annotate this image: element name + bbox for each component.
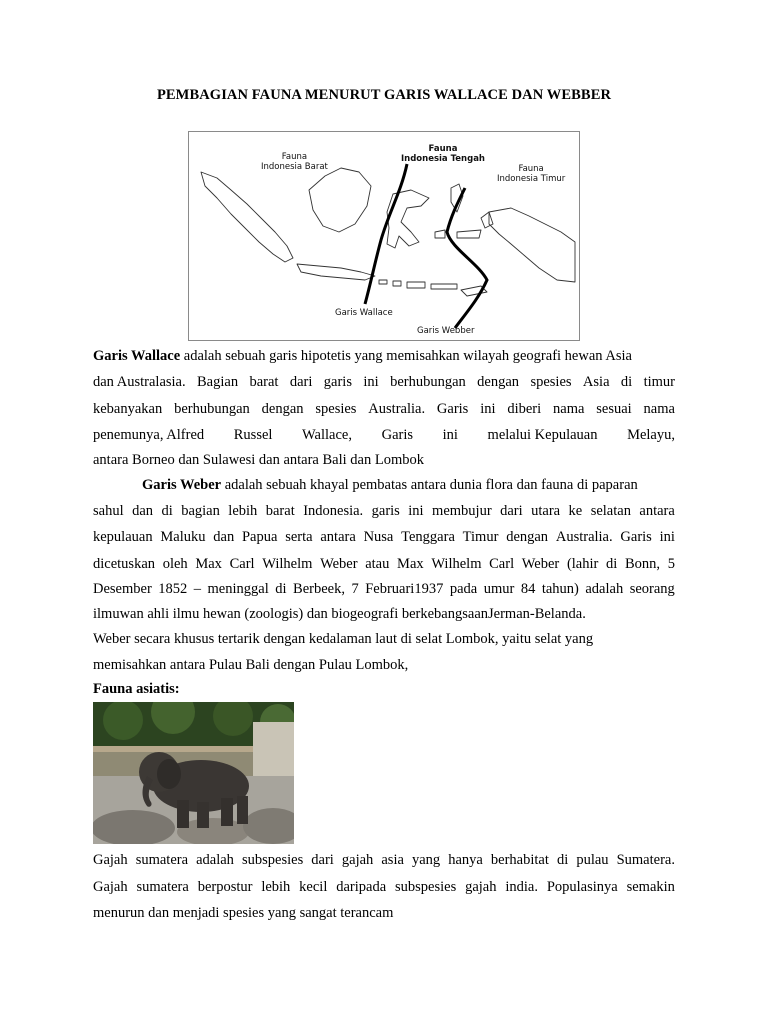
word: subspesies: [242, 852, 304, 868]
word: ini: [408, 503, 424, 519]
word: Berbeek,: [293, 581, 345, 597]
word: membujur: [432, 503, 492, 519]
island-seram: [457, 230, 481, 238]
word: ini: [442, 427, 458, 443]
word: antara: [639, 503, 675, 519]
word: Gajah: [93, 879, 128, 895]
webber-line: [447, 188, 487, 328]
word: melalui Kepulauan: [487, 427, 598, 443]
p4-line3: menurun dan menjadi spesies yang sangat terancam: [93, 905, 394, 921]
word: tahun): [541, 581, 579, 597]
word: umur: [483, 581, 515, 597]
p1-line2: [93, 374, 675, 391]
p2-line3: [93, 529, 675, 546]
word: di: [620, 374, 633, 390]
word: kecil: [299, 879, 328, 895]
word: dari: [289, 374, 313, 390]
island-lombok: [393, 281, 401, 286]
island-papua: [489, 208, 575, 282]
island-borneo: [309, 168, 371, 232]
page-title: PEMBAGIAN FAUNA MENURUT GARIS WALLACE DAN WEBBER: [156, 87, 612, 103]
word: daripada: [336, 879, 387, 895]
word: antara: [320, 529, 356, 545]
p2-line2: [93, 503, 675, 520]
p1-line5: antara Borneo dan Sulawesi dan antara Bali dan Lombok: [93, 452, 424, 468]
word: meninggal: [207, 581, 269, 597]
p1-line4: [93, 427, 675, 444]
word: barat: [265, 503, 295, 519]
word: dicetuskan: [93, 556, 156, 572]
word: nama: [553, 401, 585, 417]
word: Wilhelm: [262, 556, 313, 572]
word: dan Australasia.: [93, 374, 186, 390]
island-sumbawa: [407, 282, 425, 288]
word: Wilhelm: [431, 556, 482, 572]
word: gajah: [341, 852, 374, 868]
label-east-line2: Indonesia Timur: [497, 174, 566, 184]
label-garis-wallace: Garis Wallace: [335, 308, 393, 318]
word: ini: [363, 374, 379, 390]
island-sulawesi: [387, 190, 429, 248]
fauna-asiatis-heading: [93, 681, 675, 698]
word: –: [193, 581, 202, 597]
p4-line2: [93, 879, 675, 896]
word: sesuai: [596, 401, 632, 417]
word: Carl: [489, 556, 515, 572]
word: subspesies: [395, 879, 457, 895]
label-west-fauna: [261, 152, 328, 172]
word: sumatera: [136, 879, 189, 895]
word: penemunya, Alfred: [93, 427, 205, 443]
label-west-line2: Indonesia Barat: [261, 162, 328, 172]
word: 7: [351, 581, 359, 597]
word: berhubungan: [390, 374, 466, 390]
island-java: [297, 264, 375, 280]
word: asia: [381, 852, 404, 868]
label-middle-line1: Fauna: [428, 144, 458, 154]
word: seorang: [629, 581, 675, 597]
word: Bonn,: [624, 556, 661, 572]
word: sumatera: [135, 852, 189, 868]
word: Garis: [436, 401, 469, 417]
word: garis: [371, 503, 400, 519]
word: Wallace,: [302, 427, 352, 443]
word: serta: [285, 529, 313, 545]
p2-line6: ilmuwan ahli ilmu hewan (zoologis) dan biogeografi berkebangsaanJerman-Belanda.: [93, 606, 586, 622]
label-middle-line2: Indonesia Tengah: [401, 154, 485, 164]
word: Sumatera.: [616, 852, 675, 868]
word: Garis: [620, 529, 652, 545]
word: (lahir: [566, 556, 599, 572]
word: berhabitat: [490, 852, 549, 868]
word: timur: [643, 374, 675, 390]
word: Carl: [229, 556, 255, 572]
word: Asia: [582, 374, 610, 390]
word: Melayu,: [627, 427, 675, 443]
word: sahul: [93, 503, 124, 519]
word: Weber: [320, 556, 358, 572]
word: ini: [659, 529, 675, 545]
word: india.: [505, 879, 538, 895]
word: Australia.: [368, 401, 426, 417]
word: adalah: [585, 581, 624, 597]
word: dan: [132, 503, 153, 519]
word: garis: [323, 374, 352, 390]
word: Gajah: [93, 852, 128, 868]
word: dari: [500, 503, 523, 519]
p1-line3: [93, 401, 675, 418]
word: Maluku: [160, 529, 206, 545]
elephant-illustration: [93, 702, 294, 844]
word: nama: [643, 401, 675, 417]
word: Tenggara: [401, 529, 455, 545]
p2-line1-text: adalah sebuah khayal pembatas antara dunia flora dan fauna di paparan: [221, 477, 638, 493]
word: dan: [213, 529, 235, 545]
word: 1852: [158, 581, 188, 597]
word: kebanyakan: [93, 401, 163, 417]
word: Indonesia.: [303, 503, 364, 519]
indonesia-fauna-map: [188, 131, 580, 341]
word: selatan: [590, 503, 631, 519]
word: dengan: [261, 401, 304, 417]
word: hanya: [448, 852, 483, 868]
word: Februari1937: [365, 581, 444, 597]
word: pulau: [576, 852, 609, 868]
word: Australia.: [555, 529, 613, 545]
word: bagian: [181, 503, 220, 519]
word: barat: [249, 374, 279, 390]
word: Max: [195, 556, 222, 572]
term-garis-weber: Garis Weber: [142, 477, 222, 493]
island-bali: [379, 280, 387, 284]
fauna-asiatis-heading-text: Fauna asiatis:: [93, 681, 180, 697]
island-buru: [435, 230, 445, 238]
word: di: [275, 581, 287, 597]
island-flores: [431, 284, 457, 289]
word: di: [556, 852, 569, 868]
word: Bagian: [197, 374, 239, 390]
p2-line4: [93, 556, 675, 573]
label-west-line1: Fauna: [281, 152, 308, 162]
word: semakin: [626, 879, 675, 895]
label-east-fauna: [497, 164, 565, 184]
label-garis-webber: Garis Webber: [417, 326, 475, 336]
label-east-line1: Fauna: [518, 164, 544, 174]
word: 84: [520, 581, 536, 597]
island-sumatra: [201, 172, 293, 262]
word: Garis: [381, 427, 414, 443]
word: lebih: [261, 879, 291, 895]
word: adalah: [196, 852, 234, 868]
p3-line2: memisahkan antara Pulau Bali dengan Pulau Lombok,: [93, 657, 409, 673]
word: diberi: [507, 401, 542, 417]
word: dari: [311, 852, 334, 868]
p3-line1: Weber secara khusus tertarik dengan kedalaman laut di selat Lombok, yaitu selat yang: [93, 631, 594, 647]
word: Russel: [233, 427, 273, 443]
p1-line1-text: adalah sebuah garis hipotetis yang memisahkan wilayah geografi hewan Asia: [180, 348, 632, 364]
term-garis-wallace: Garis Wallace: [93, 348, 181, 364]
word: pada: [449, 581, 478, 597]
word: Desember: [93, 581, 152, 597]
word: Nusa: [363, 529, 394, 545]
word: berpostur: [197, 879, 253, 895]
word: ini: [480, 401, 496, 417]
sumatran-elephant-photo: [93, 702, 294, 844]
word: dengan: [506, 529, 549, 545]
word: utara: [531, 503, 561, 519]
p1-line1: [93, 348, 675, 365]
word: Populasinya: [546, 879, 618, 895]
word: di: [161, 503, 173, 519]
word: Weber: [521, 556, 560, 572]
word: gajah: [465, 879, 497, 895]
word: yang: [411, 852, 441, 868]
word: kepulauan: [93, 529, 153, 545]
word: ke: [568, 503, 583, 519]
word: oleh: [162, 556, 188, 572]
word: Timur: [462, 529, 499, 545]
p4-line1: [93, 852, 675, 869]
label-middle-fauna: [401, 144, 485, 164]
p2-line5: [93, 581, 675, 598]
p2-line1: [142, 477, 675, 494]
word: spesies: [315, 401, 357, 417]
word: spesies: [530, 374, 572, 390]
word: atau: [365, 556, 390, 572]
word: Papua: [241, 529, 278, 545]
word: lebih: [228, 503, 258, 519]
word: di: [606, 556, 618, 572]
word: 5: [667, 556, 675, 572]
word: Max: [397, 556, 424, 572]
word: berhubungan: [174, 401, 250, 417]
word: dengan: [477, 374, 520, 390]
